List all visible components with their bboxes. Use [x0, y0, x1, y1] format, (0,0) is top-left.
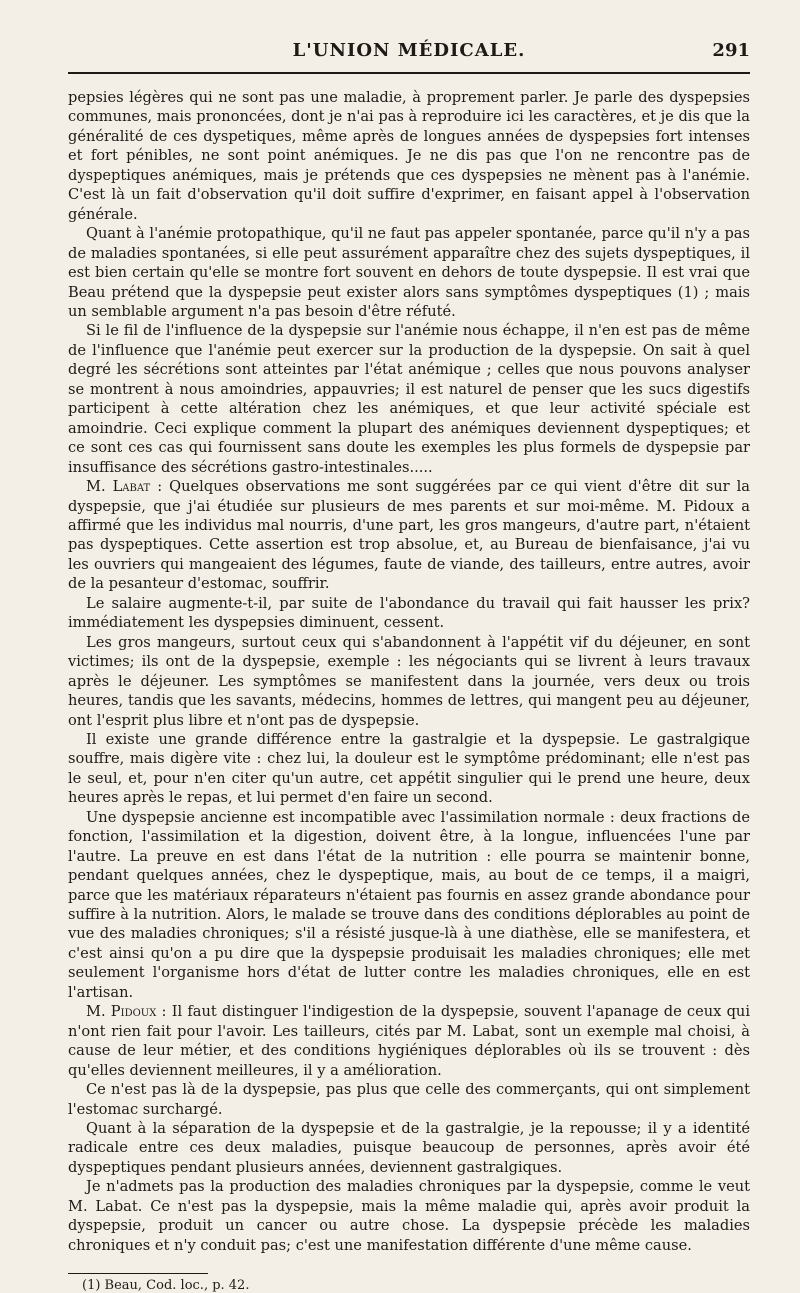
page-header	[68, 0, 750, 72]
paragraph-text: Quant à l'anémie protopathique, qu'il ne faut pas appeler spontanée, parce qu'il n'y a pas de maladies spontanées, si elle peut assurément apparaître chez des sujets dyspeptiques, il est bien certain qu'elle se montre fort souvent en dehors de toute dyspepsie. Il est vrai que Beau prétend que la dyspepsie peut exister alors sans symptômes dyspeptiques (1) ; mais un semblable argument n'a pas besoin d'être réfuté.	[68, 225, 750, 320]
paragraph-text: Il faut distinguer l'indigestion de la dyspepsie, souvent l'apanage de ceux qui n'ont rien fait pour l'avoir. Les tailleurs, cités par M. Labat, sont un exemple mal choisi, à cause de leur métier, et des conditions hygiéniques déplorables où ils se trouvent : dès qu'elles deviennent meilleures, il y a amélioration.	[68, 1003, 750, 1079]
footnote-rule	[68, 1273, 208, 1274]
paragraph-text: pepsies légères qui ne sont pas une maladie, à proprement parler. Je parle des dyspepsies communes, mais prononcées, dont je n'ai pas à reproduire ici les caractères, et je dis que la généralité de ces dyspetiques, même après de longues années de dyspepsies fort intenses et fort pénibles, ne sont point anémiques. Je ne dis pas que l'on ne rencontre pas de dyspeptiques anémiques, mais je prétends que ces dyspepsies ne mènent pas à l'anémie. C'est là un fait d'observation qu'il doit suffire d'exprimer, en faisant appel à l'observation générale.	[68, 89, 750, 223]
paragraph-text: Quelques observations me sont suggérées par ce qui vient d'être dit sur la dyspepsie, que j'ai étudiée sur plusieurs de mes parents et sur moi-même. M. Pidoux a affirmé que les individus mal nourris, d'une part, les gros mangeurs, d'autre part, n'étaient pas dyspeptiques. Cette assertion est trop absolue, et, au Bureau de bienfaisance, j'ai vu les ouvriers qui mangeaient des légumes, faute de viande, des tailleurs, entre autres, avoir de la pesanteur d'estomac, souffrir.	[68, 478, 750, 593]
header-rule	[68, 72, 750, 74]
paragraph	[68, 633, 750, 730]
paragraph	[68, 1080, 750, 1119]
paragraph-text: Quant à la séparation de la dyspepsie et de la gastralgie, je la repousse; il y a identité radicale entre ces deux maladies, puisque beaucoup de personnes, après avoir été dyspeptiques pendant plusieurs années, deviennent gastralgiques.	[68, 1120, 750, 1176]
paragraph	[68, 88, 750, 224]
paragraph	[68, 224, 750, 321]
paragraph-text: Je n'admets pas la production des maladies chroniques par la dyspepsie, comme le veut M. Labat. Ce n'est pas la dyspepsie, mais la même maladie qui, après avoir produit la dyspepsie, produit un cancer ou autre chose. La dyspepsie précède les maladies chroniques et n'y conduit pas; c'est une manifestation différente d'une même cause.	[68, 1178, 750, 1254]
paragraph-text: Les gros mangeurs, surtout ceux qui s'abandonnent à l'appétit vif du déjeuner, en sont victimes; ils ont de la dyspepsie, exemple : les négociants qui se livrent à leurs travaux après le déjeuner. Les symptômes se manifestent dans la journée, vers deux ou trois heures, tandis que les savants, médecins, hommes de lettres, qui mangent peu au déjeuner, ont l'esprit plus libre et n'ont pas de dyspepsie.	[68, 633, 750, 729]
footnote: (1) Beau, Cod. loc., p. 42.	[82, 1278, 250, 1293]
paragraph	[68, 1119, 750, 1177]
paragraph	[68, 808, 750, 1003]
paragraph	[68, 730, 750, 808]
paragraph	[68, 1002, 750, 1080]
speaker-name: M. Pidoux :	[86, 1003, 167, 1021]
running-title: L'UNION MÉDICALE.	[292, 40, 526, 61]
paragraph	[68, 321, 750, 477]
paragraph	[68, 1177, 750, 1255]
paragraph	[68, 594, 750, 633]
paragraph-text: Le salaire augmente-t-il, par suite de l'abondance du travail qui fait hausser les prix? immédiatement les dyspepsies diminuent, cessent.	[68, 594, 750, 632]
body-text	[68, 88, 750, 1255]
paragraph-text: Ce n'est pas là de la dyspepsie, pas plus que celle des commerçants, qui ont simplement l'estomac surchargé.	[68, 1081, 750, 1118]
paragraph	[68, 477, 750, 594]
paragraph-text: Si le fil de l'influence de la dyspepsie sur l'anémie nous échappe, il n'en est pas de même de l'influence que l'anémie peut exercer sur la production de la dyspepsie. On sait à quel degré les sécrétions sont atteintes par l'état anémique ; celles que nous pouvons analyser se montrent à nous amoindries, appauvries; il est naturel de penser que les sucs digestifs participent à cette altération chez les anémiques, et que leur activité spéciale est amoindrie. Ceci explique comment la plupart des anémiques deviennent dyspeptiques; et ce sont ces cas qui fournissent sans doute les exemples les plus formels de dyspepsie par insuffisance des sécrétions gastro-intestinales.....	[68, 322, 750, 476]
paragraph-text: Il existe une grande différence entre la gastralgie et la dyspepsie. Le gastralgique souffre, mais digère vite : chez lui, la douleur est le symptôme prédominant; elle n'est pas le seul, et, pour n'en citer qu'un autre, cet appétit singulier qui le prend une heure, deux heures après le repas, et lui permet d'en faire un second.	[68, 730, 750, 807]
page-number: 291	[712, 40, 750, 61]
paragraph-text: Une dyspepsie ancienne est incompatible avec l'assimilation normale : deux fractions de fonction, l'assimilation et la digestion, doivent être, à la longue, influencées l'une par l'autre. La preuve en est dans l'état de la nutrition : elle pourra se maintenir bonne, pendant quelques années, chez le dyspeptique, mais, au bout de ce temps, il a maigri, parce que les matériaux réparateurs n'étaient pas fournis en assez grande abondance pour suffire à la nutrition. Alors, le malade se trouve dans des conditions déplorables au point de vue des maladies chroniques; s'il a résisté jusque-là à une diathèse, elle se manifestera, et c'est ainsi qu'on a pu dire que la dyspepsie produisait les maladies chroniques; elle met seulement l'organisme hors d'état de lutter contre les maladies chroniques, elle en est l'artisan.	[68, 808, 750, 1001]
speaker-name: M. Labat :	[86, 478, 163, 496]
